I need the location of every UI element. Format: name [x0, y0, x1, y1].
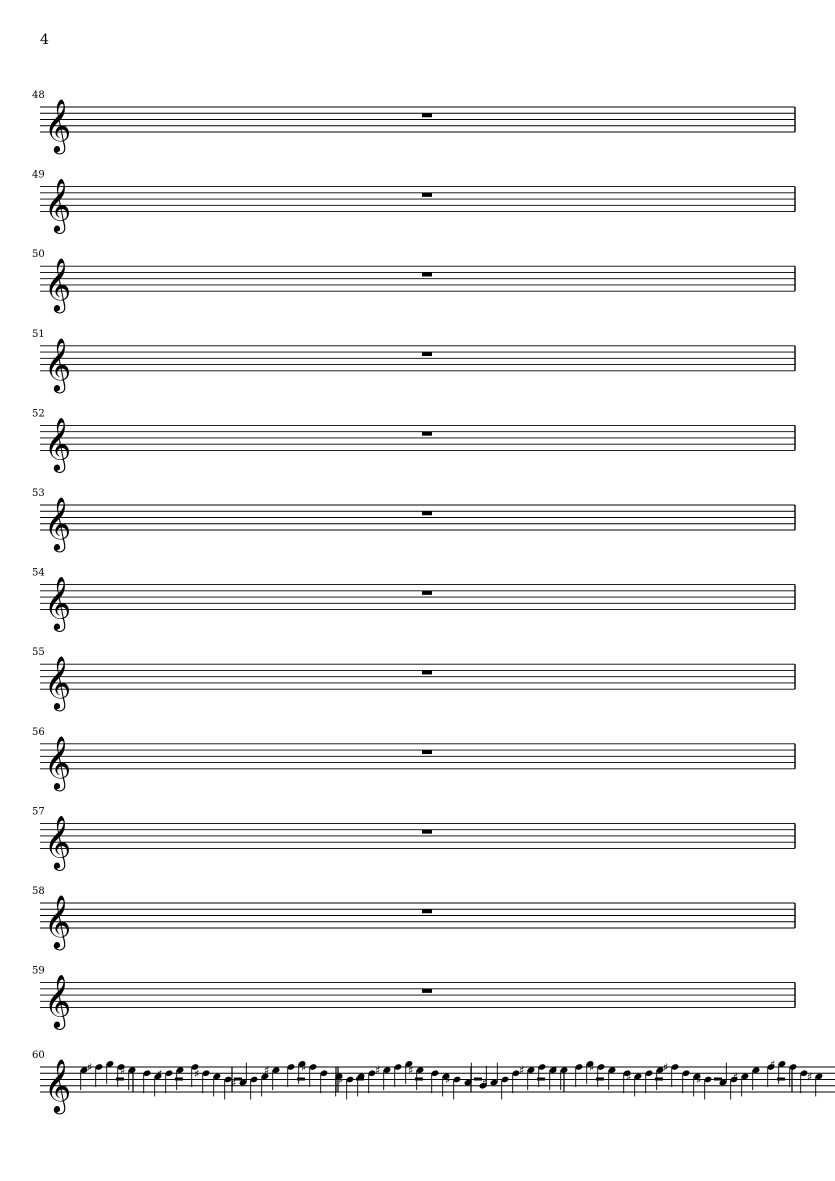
rest-icon: [474, 1078, 482, 1081]
rest-icon: [537, 1078, 545, 1081]
staff-system-final: [32, 1050, 835, 1114]
staff-system: [32, 488, 795, 552]
sharp-icon: ♯: [733, 1070, 739, 1084]
whole-rest-icon: [422, 591, 432, 595]
sharp-icon: ♯: [807, 1070, 813, 1084]
sharp-icon: ♯: [696, 1073, 702, 1087]
measure-number: 59: [32, 965, 45, 977]
sharp-icon: ♯: [552, 1064, 558, 1078]
whole-rest-icon: [422, 272, 432, 276]
treble-clef-icon: 𝄞: [44, 814, 72, 869]
staff-system: [32, 568, 795, 632]
rest-icon: [655, 1078, 663, 1081]
staff-system: [32, 249, 795, 313]
measure-number: 55: [32, 647, 45, 659]
sharp-icon: ♯: [445, 1073, 451, 1087]
whole-rest-icon: [422, 113, 432, 117]
whole-rest-icon: [422, 511, 432, 515]
measure-number: 50: [32, 249, 45, 261]
whole-rest-icon: [422, 750, 432, 754]
page-number: 4: [40, 32, 49, 48]
treble-clef-icon: 𝄞: [44, 734, 72, 789]
rest-icon: [175, 1078, 183, 1081]
rest-icon: [596, 1078, 604, 1081]
sharp-icon: ♯: [87, 1061, 93, 1074]
treble-clef-icon: 𝄞: [44, 336, 72, 391]
sharp-icon: ♯: [663, 1061, 669, 1074]
rest-icon: [777, 1078, 785, 1081]
staff-system: [32, 727, 795, 791]
measure-number: 54: [32, 567, 45, 579]
sharp-icon: ♯: [626, 1070, 632, 1084]
rest-icon: [116, 1078, 124, 1081]
treble-clef-icon: 𝄞: [44, 655, 72, 710]
treble-clef-icon: 𝄞: [44, 1058, 72, 1112]
treble-clef-icon: 𝄞: [44, 496, 72, 550]
treble-clef-icon: 𝄞: [44, 177, 72, 232]
whole-rest-icon: [422, 193, 432, 197]
rest-icon: [297, 1078, 305, 1081]
measure-number: 51: [32, 328, 45, 340]
whole-rest-icon: [422, 352, 432, 356]
sharp-icon: ♯: [770, 1057, 776, 1071]
measure-number: 52: [32, 408, 45, 420]
staff-system: [32, 647, 795, 711]
staff-system: [32, 806, 795, 870]
treble-clef-icon: 𝄞: [44, 416, 72, 471]
sharp-icon: ♯: [231, 1076, 237, 1090]
measure-number: 57: [32, 806, 45, 818]
measure-number: 53: [32, 488, 45, 499]
sharp-icon: ♯: [375, 1064, 381, 1078]
sharp-icon: ♯: [301, 1061, 307, 1074]
treble-clef-icon: 𝄞: [44, 257, 72, 312]
staff-system: [32, 90, 795, 154]
measure-number: 48: [32, 90, 45, 101]
staff-system: [32, 170, 795, 234]
whole-rest-icon: [422, 432, 432, 436]
sharp-icon: ♯: [482, 1076, 488, 1090]
sharp-icon: ♯: [519, 1064, 525, 1078]
sharp-icon: ♯: [120, 1064, 126, 1078]
whole-rest-icon: [422, 830, 432, 834]
staff-system: [32, 966, 795, 1030]
sharp-icon: ♯: [264, 1064, 270, 1078]
whole-rest-icon: [422, 670, 432, 674]
whole-rest-icon: [422, 909, 432, 913]
whole-rest-icon: [422, 989, 432, 993]
sharp-icon: ♯: [338, 1073, 344, 1087]
treble-clef-icon: 𝄞: [44, 973, 72, 1028]
measure-number: 56: [32, 726, 45, 738]
treble-clef-icon: 𝄞: [44, 894, 72, 948]
measure-number: 60: [32, 1050, 45, 1061]
sharp-icon: ♯: [589, 1061, 595, 1074]
staff-system: [32, 329, 795, 393]
measure-number: 58: [32, 886, 45, 897]
rest-icon: [714, 1078, 722, 1081]
treble-clef-icon: 𝄞: [44, 98, 72, 152]
staff-system: [32, 408, 795, 472]
sharp-icon: ♯: [157, 1067, 163, 1081]
rest-icon: [415, 1078, 423, 1081]
treble-clef-icon: 𝄞: [44, 575, 72, 630]
staff-system: [32, 886, 795, 950]
measure-number: 49: [32, 169, 45, 181]
sharp-icon: ♯: [408, 1064, 414, 1078]
sharp-icon: ♯: [194, 1067, 200, 1081]
